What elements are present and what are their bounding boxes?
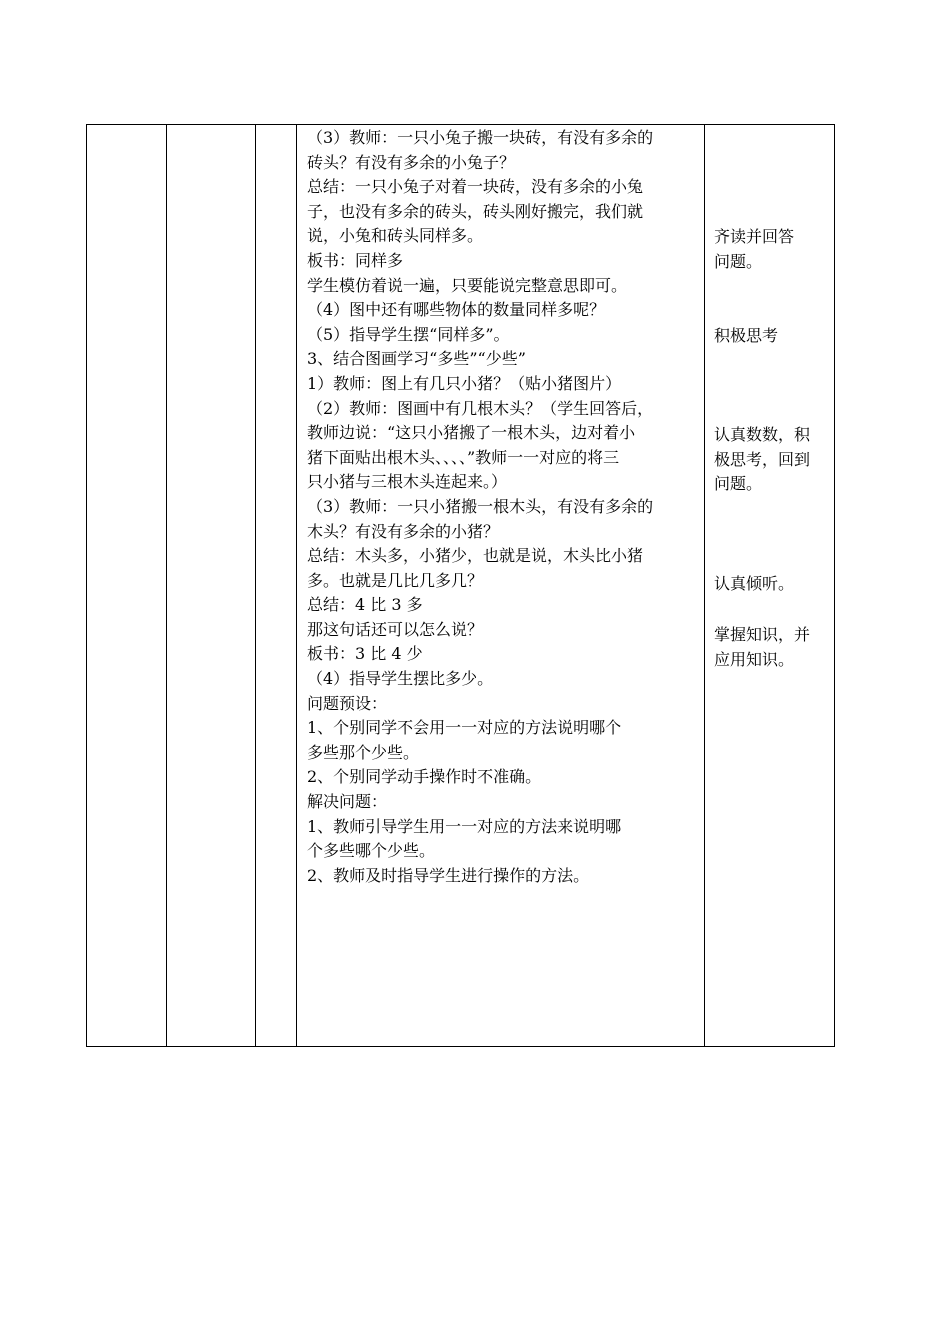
text-line: 学生模仿着说一遍，只要能说完整意思即可。 (307, 275, 628, 295)
text-line: 猪下面贴出根木头、、、、”教师一一对应的将三 (307, 447, 620, 467)
text-line: 个多些哪个少些。 (307, 841, 436, 861)
text-line: 木头？有没有多余的小猪？ (307, 521, 500, 541)
text-line: 2、教师及时指导学生进行操作的方法。 (307, 865, 590, 885)
student-activity-text (705, 125, 834, 1046)
text-line: 1、教师引导学生用一一对应的方法来说明哪 (307, 816, 622, 836)
student-note (714, 225, 830, 274)
text-line: 那这句话还可以怎么说？ (307, 619, 484, 639)
text-line: （3）教师：一只小猪搬一根木头，有没有多余的 (307, 496, 654, 516)
student-note (714, 623, 830, 672)
text-line: 板书：同样多 (307, 250, 404, 270)
note-line: 应用知识。 (714, 649, 795, 669)
text-line: 只小猪与三根木头连起来。） (307, 472, 508, 492)
text-line: 2、个别同学动手操作时不准确。 (307, 767, 542, 787)
text-line: 子，也没有多余的砖头，砖头刚好搬完，我们就 (307, 201, 644, 221)
text-line: 教师边说：“这只小猪搬了一根木头，边对着小 (307, 423, 636, 443)
text-line: 1、个别同学不会用一一对应的方法说明哪个 (307, 718, 622, 738)
teaching-process-text (297, 125, 704, 888)
text-line: 总结：木头多，小猪少，也就是说，木头比小猪 (307, 546, 644, 566)
empty-cell-2 (167, 125, 256, 1047)
student-activity-cell (705, 125, 835, 1047)
text-line: 多。也就是几比几多几？ (307, 570, 484, 590)
text-line: （5）指导学生摆“同样多”。 (307, 324, 510, 344)
note-line: 问题。 (714, 474, 763, 494)
text-line: 总结：一只小兔子对着一块砖，没有多余的小兔 (307, 177, 644, 197)
note-line: 掌握知识，并 (714, 625, 811, 644)
student-note (714, 324, 830, 349)
student-note (714, 423, 830, 497)
note-line: 认真倾听。 (714, 574, 795, 593)
text-line: 1）教师：图上有几只小猪？（贴小猪图片） (307, 373, 622, 393)
note-line: 齐读并回答 (714, 227, 795, 246)
text-line: 总结：4 比 3 多 (307, 595, 423, 615)
note-line: 认真数数，积 (714, 425, 811, 444)
text-line: 解决问题： (307, 792, 388, 812)
text-line: 多些那个少些。 (307, 742, 420, 762)
table-row (87, 125, 835, 1047)
text-line: 说，小兔和砖头同样多。 (307, 226, 484, 246)
teaching-process-cell (297, 125, 705, 1047)
text-line: （2）教师：图画中有几根木头？（学生回答后， (307, 398, 654, 418)
text-line: 3、结合图画学习“多些”“少些” (307, 349, 526, 369)
text-line: 问题预设： (307, 693, 388, 713)
text-line: （3）教师：一只小兔子搬一块砖，有没有多余的 (307, 128, 654, 147)
empty-cell-3 (256, 125, 297, 1047)
text-line: 板书：3 比 4 少 (307, 644, 423, 664)
note-line: 极思考，回到 (714, 449, 811, 469)
lesson-plan-table (86, 124, 835, 1047)
note-line: 问题。 (714, 251, 763, 271)
student-note (714, 572, 830, 597)
text-line: （4）指导学生摆比多少。 (307, 669, 494, 689)
note-line: 积极思考 (714, 326, 779, 345)
text-line: （4）图中还有哪些物体的数量同样多呢？ (307, 300, 606, 320)
text-line: 砖头？有没有多余的小兔子？ (307, 152, 516, 172)
empty-cell-1 (87, 125, 167, 1047)
